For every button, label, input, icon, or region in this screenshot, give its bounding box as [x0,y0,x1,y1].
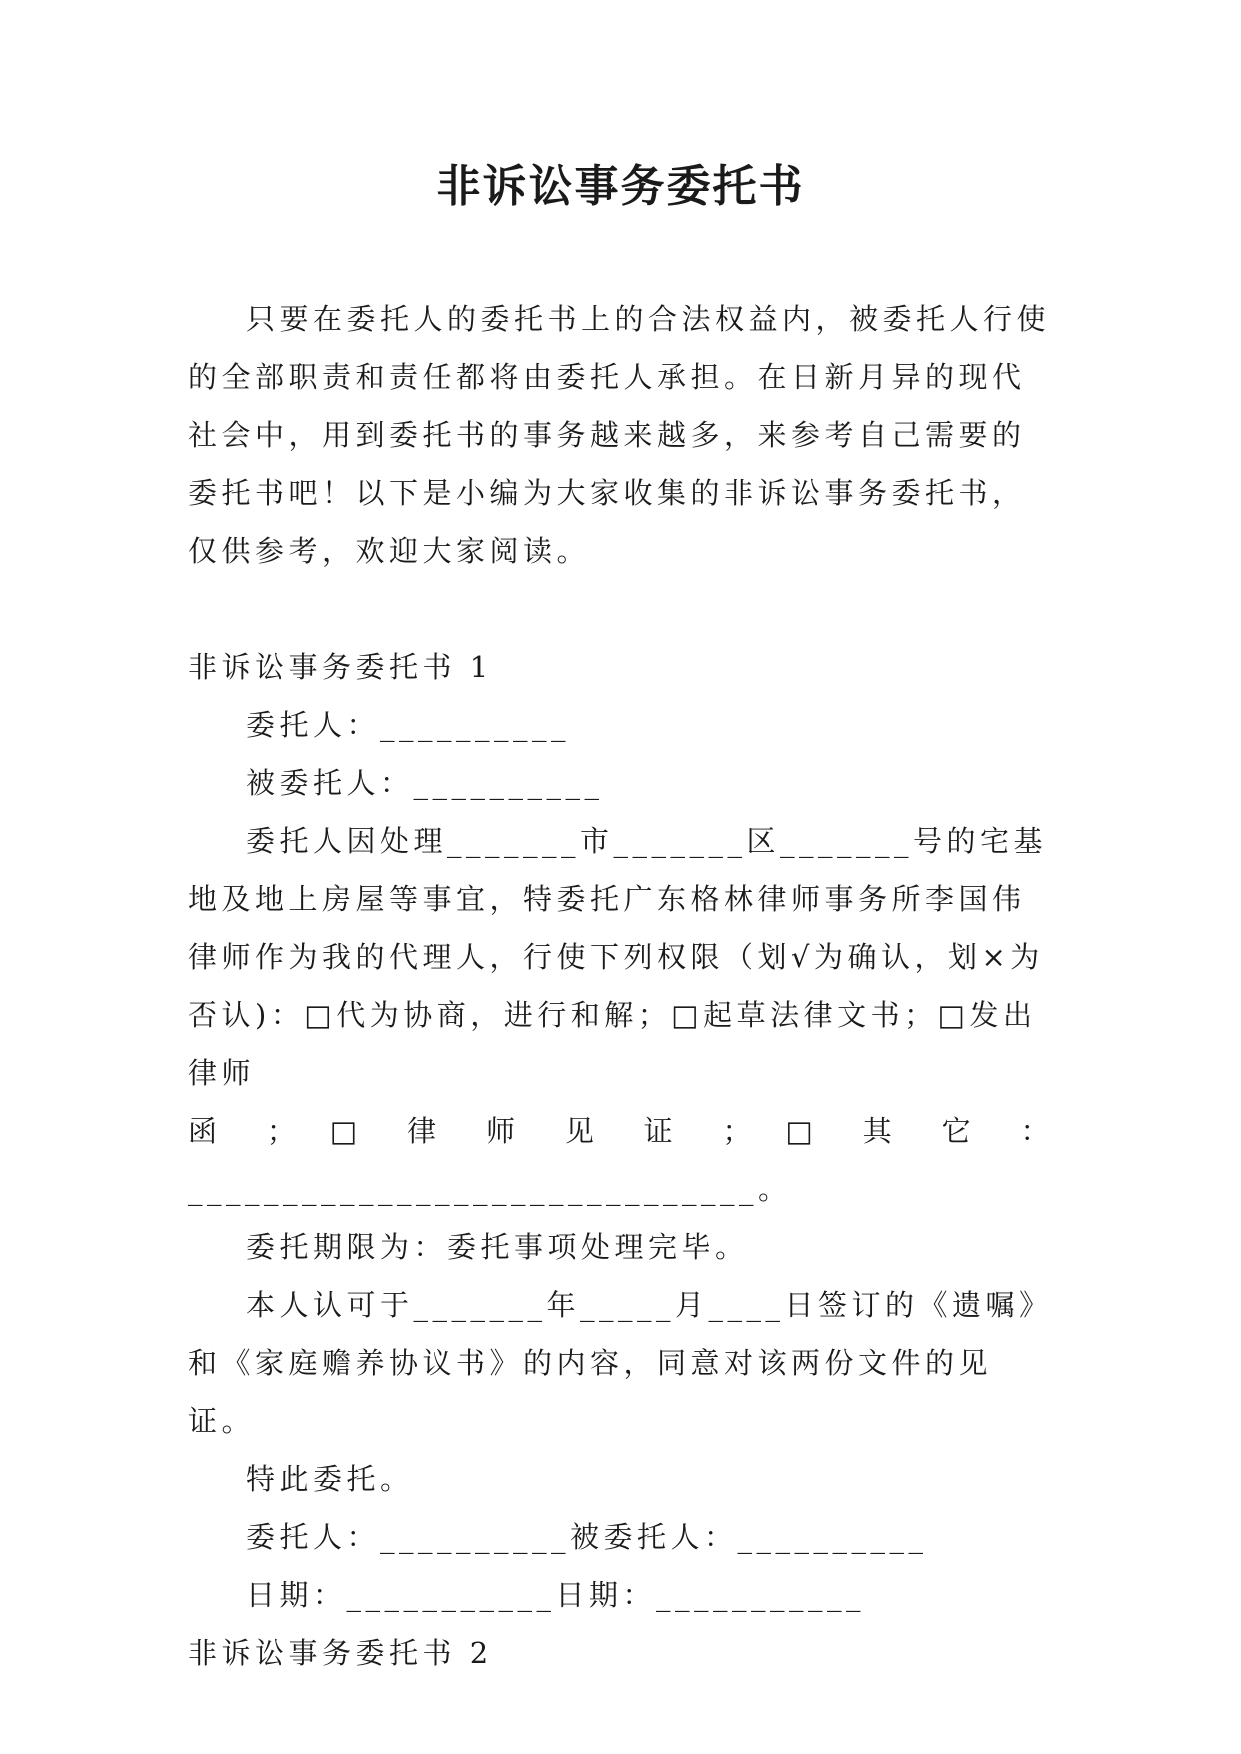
section-heading-2: 非诉讼事务委托书 2 [188,1636,493,1670]
section-heading-1: 非诉讼事务委托书 1 [188,650,493,684]
document-title: 非诉讼事务委托书 [436,161,805,212]
term-line: 委托期限为：委托事项处理完毕。 [246,1230,749,1264]
approval-paragraph: 本人认可于_______年_____月____日签订的《遗嘱》和《家庭赡养协议书》的内容，同意对该两份文件的见证。 [188,1288,1053,1438]
agent-line: 被委托人：__________ [246,766,604,800]
spacer [188,580,1054,638]
closing-line: 特此委托。 [246,1462,414,1496]
document-body [188,290,1054,1682]
other-blank-line: ______________________________。 [188,1172,792,1206]
principal-line: 委托人：__________ [246,708,571,742]
authority-options-line: 函 ； □ 律 师 见 证 ； □ 其 它 ： [188,1114,1054,1148]
signature-line: 委托人：__________被委托人：__________ [246,1520,928,1554]
intro-paragraph: 只要在委托人的委托书上的合法权益内，被委托人行使的全部职责和责任都将由委托人承担。在日新月异的现代社会中，用到委托书的事务越来越多，来参考自己需要的委托书吧！以下是小编为大家收集的非诉讼事务委托书，仅供参考，欢迎大家阅读。 [188,302,1051,568]
authority-paragraph: 委托人因处理_______市_______区_______号的宅基地及地上房屋等事宜，特委托广东格林律师事务所李国伟律师作为我的代理人，行使下列权限（划√为确认，划×为否认)：□代为协商，进行和解；□起草法律文书；□发出律师 [188,824,1048,1090]
date-line: 日期：___________日期：___________ [246,1578,866,1612]
